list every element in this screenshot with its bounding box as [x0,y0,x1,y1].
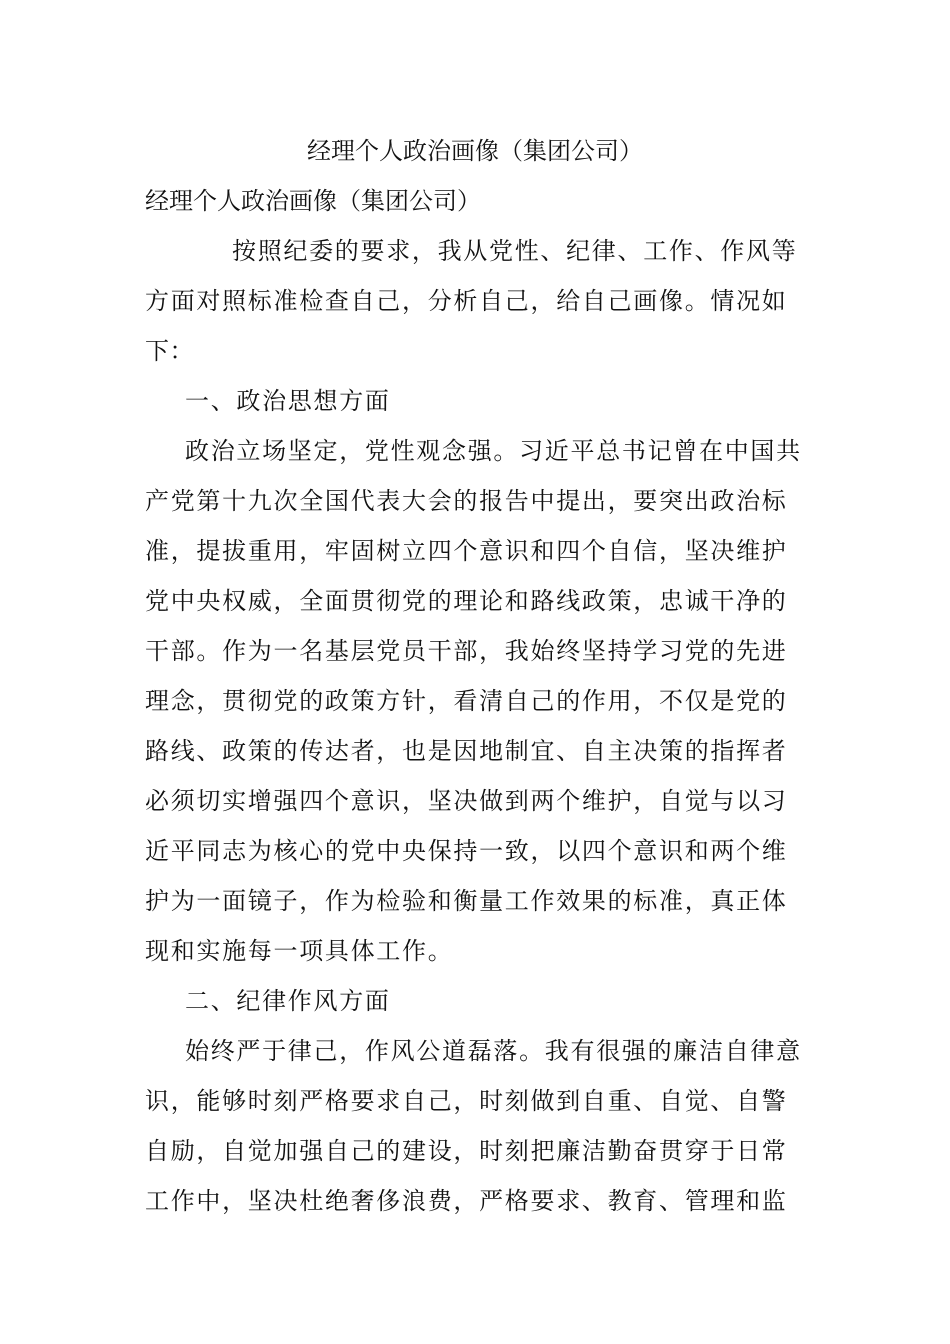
paragraph-line: 干部。作为一名基层党员干部，我始终坚持学习党的先进 [145,637,788,665]
paragraph-line: 政治立场坚定，党性观念强。习近平总书记曾在中国共 [185,437,802,465]
document-subtitle: 经理个人政治画像（集团公司） [145,187,481,215]
section-heading-politics: 一、政治思想方面 [185,387,391,415]
paragraph-line: 党中央权威，全面贯彻党的理论和路线政策，忠诚干净的 [145,587,788,615]
intro-line: 方面对照标准检查自己，分析自己，给自己画像。情况如 [145,287,788,315]
paragraph-line: 始终严于律己，作风公道磊落。我有很强的廉洁自律意 [185,1037,802,1065]
paragraph-line: 自励，自觉加强自己的建设，时刻把廉洁勤奋贯穿于日常 [145,1137,788,1165]
paragraph-line: 产党第十九次全国代表大会的报告中提出，要突出政治标 [145,487,788,515]
paragraph-line: 工作中，坚决杜绝奢侈浪费，严格要求、教育、管理和监 [145,1187,788,1215]
paragraph-line: 识，能够时刻严格要求自己，时刻做到自重、自觉、自警 [145,1087,788,1115]
paragraph-line: 路线、政策的传达者，也是因地制宜、自主决策的指挥者 [145,737,788,765]
intro-line: 按照纪委的要求，我从党性、纪律、工作、作风等 [232,237,798,265]
paragraph-line: 理念，贯彻党的政策方针，看清自己的作用，不仅是党的 [145,687,788,715]
section-heading-discipline: 二、纪律作风方面 [185,987,391,1015]
intro-line: 下： [145,337,194,365]
paragraph-line: 现和实施每一项具体工作。 [145,937,454,965]
paragraph-line: 准，提拔重用，牢固树立四个意识和四个自信，坚决维护 [145,537,788,565]
paragraph-line: 护为一面镜子，作为检验和衡量工作效果的标准，真正体 [145,887,788,915]
paragraph-line: 近平同志为核心的党中央保持一致，以四个意识和两个维 [145,837,788,865]
document-title: 经理个人政治画像（集团公司） [307,137,643,165]
paragraph-line: 必须切实增强四个意识，坚决做到两个维护，自觉与以习 [145,787,788,815]
